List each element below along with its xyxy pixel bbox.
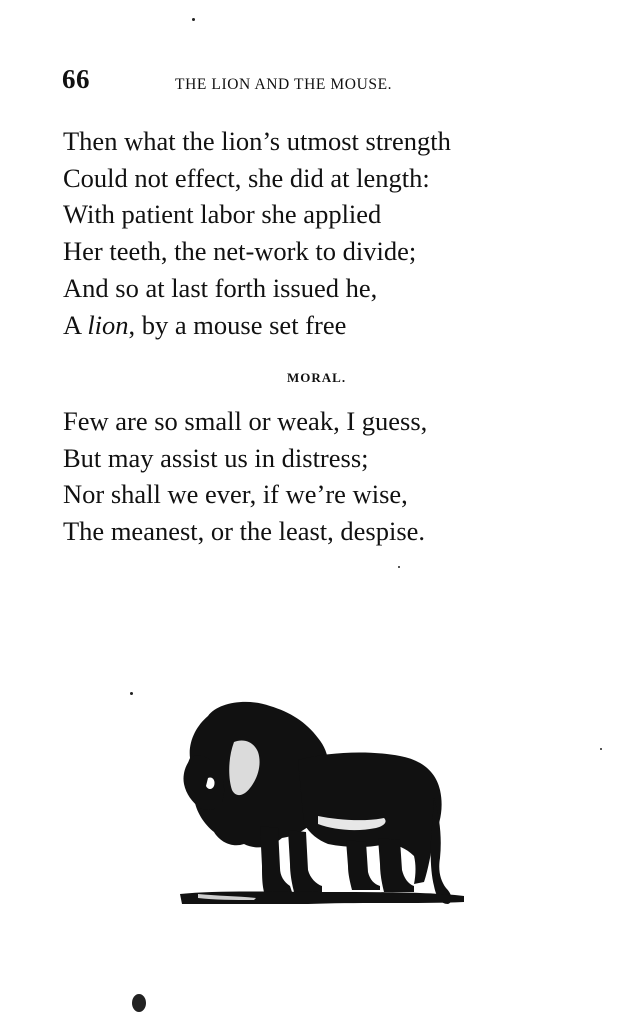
ink-speck [600, 748, 602, 750]
poem-text: With patient labor she applied [63, 199, 382, 230]
poem-text: And so at last forth issued he, [63, 272, 378, 303]
poem-text: But may assist us in distress; [63, 442, 369, 473]
poem-line [63, 307, 451, 344]
poem-text: A [63, 309, 88, 340]
ink-speck [130, 692, 133, 695]
poem-text: Nor shall we ever, if we’re wise, [63, 479, 408, 510]
poem-line [63, 440, 427, 477]
poem-text: Could not effect, she did at length: [63, 162, 430, 193]
moral-heading: MORAL. [287, 370, 347, 385]
poem-text: Her teeth, the net-work to divide; [63, 236, 417, 267]
ink-speck [398, 566, 400, 568]
poem-text: , by a mouse set free [128, 309, 347, 340]
poem-stanza-1 [63, 123, 451, 343]
page-number: 66 [62, 64, 90, 94]
poem-text-italic: lion [87, 309, 129, 340]
poem-text: The meanest, or the least, despise. [63, 516, 426, 547]
ink-speck [192, 18, 195, 21]
poem-line [63, 123, 451, 160]
running-title: THE LION AND THE MOUSE. [175, 76, 393, 93]
poem-text: Few are so small or weak, I guess, [63, 406, 428, 436]
lion-icon [178, 698, 468, 918]
poem-text: Then what the lion’s utmost strength [63, 126, 451, 156]
poem-line [63, 270, 451, 307]
poem-line [63, 233, 451, 270]
poem-stanza-2 [63, 403, 427, 550]
poem-line [63, 160, 451, 197]
poem-line [63, 513, 427, 550]
poem-line [63, 476, 427, 513]
poem-line [63, 403, 427, 440]
ink-speck [132, 994, 146, 1012]
poem-line [63, 196, 451, 233]
